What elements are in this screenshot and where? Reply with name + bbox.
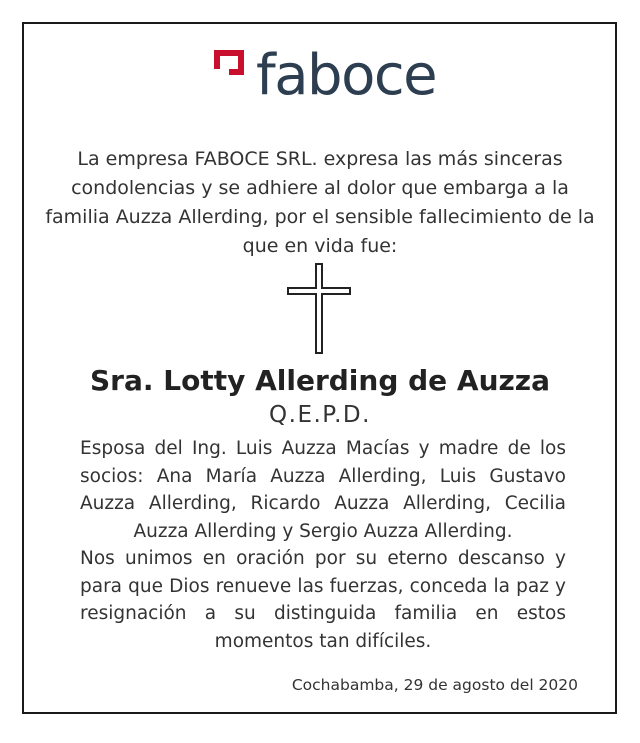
deceased-name: Sra. Lotty Allerding de Auzza <box>89 364 550 397</box>
logo-text: faboce <box>256 43 437 108</box>
faboce-logo <box>0 42 640 114</box>
intro-text: La empresa FABOCE SRL. expresa las más sinceras condolencias y se adhiere al dolor que embarga a la familia Auzza Allerding, por el sensible fallecimiento de la que en vida fue: <box>45 148 595 257</box>
qepd-label: Q.E.P.D. <box>269 402 371 428</box>
cross-icon <box>286 263 352 355</box>
logo-mark-icon <box>211 47 251 87</box>
place-date: Cochabamba, 29 de agosto del 2020 <box>291 676 578 694</box>
prayer-paragraph: Nos unimos en oración por su eterno descanso y para que Dios renueve las fuerzas, conceda la paz y resignación a su distinguida familia en estos momentos tan difíciles. <box>80 548 566 652</box>
family-paragraph: Esposa del Ing. Luis Auzza Macías y madre de los socios: Ana María Auzza Allerding, Luis Gustavo Auzza Allerding, Ricardo Auzza Allerding, Cecilia Auzza Allerding y Sergio Auzza Allerding. <box>80 438 566 542</box>
notice-body <box>80 435 566 655</box>
